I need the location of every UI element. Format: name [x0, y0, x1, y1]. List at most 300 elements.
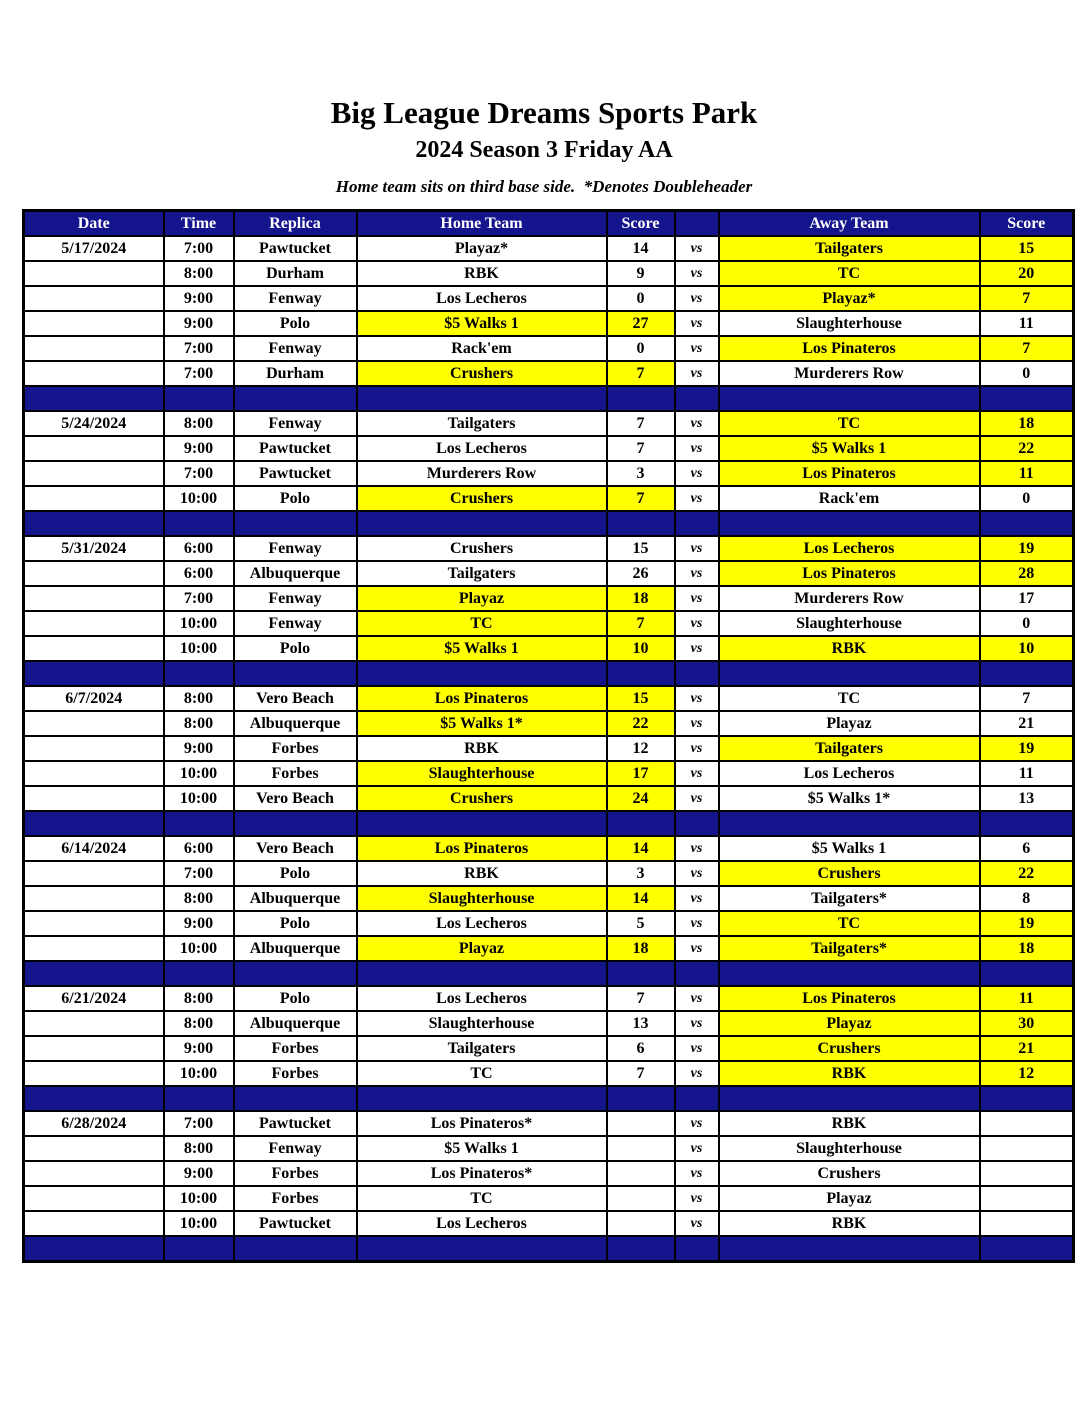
home-team-cell: Crushers	[357, 486, 607, 511]
away-score-cell	[980, 1136, 1074, 1161]
replica-cell: Fenway	[234, 336, 357, 361]
game-row	[24, 711, 1074, 736]
spacer-cell	[980, 961, 1074, 986]
home-team-cell: Playaz*	[357, 236, 607, 261]
away-team-cell: TC	[719, 411, 980, 436]
spacer-cell	[357, 1086, 607, 1111]
replica-cell: Forbes	[234, 761, 357, 786]
spacer-cell	[607, 661, 675, 686]
date-cell	[24, 1011, 164, 1036]
away-score-cell: 7	[980, 286, 1074, 311]
away-score-cell: 15	[980, 236, 1074, 261]
time-cell: 6:00	[164, 561, 234, 586]
spacer-cell	[357, 511, 607, 536]
date-cell	[24, 1061, 164, 1086]
spacer-cell	[675, 386, 719, 411]
away-team-cell: RBK	[719, 1061, 980, 1086]
away-score-cell: 19	[980, 536, 1074, 561]
home-score-cell: 18	[607, 936, 675, 961]
spacer-cell	[980, 661, 1074, 686]
away-score-cell: 6	[980, 836, 1074, 861]
away-team-cell: Los Pinateros	[719, 561, 980, 586]
spacer-cell	[24, 1086, 164, 1111]
spacer-cell	[234, 961, 357, 986]
vs-cell: vs	[675, 586, 719, 611]
spacer-cell	[24, 1236, 164, 1262]
spacer-cell	[980, 511, 1074, 536]
replica-cell: Pawtucket	[234, 436, 357, 461]
vs-cell: vs	[675, 336, 719, 361]
date-cell	[24, 586, 164, 611]
away-score-cell	[980, 1111, 1074, 1136]
vs-cell: vs	[675, 361, 719, 386]
home-team-cell: Los Lecheros	[357, 986, 607, 1011]
header-row	[24, 211, 1074, 237]
away-team-cell: Tailgaters	[719, 236, 980, 261]
time-cell: 8:00	[164, 986, 234, 1011]
game-row	[24, 436, 1074, 461]
vs-cell: vs	[675, 686, 719, 711]
home-team-cell: Los Lecheros	[357, 911, 607, 936]
date-cell	[24, 636, 164, 661]
home-team-cell: Crushers	[357, 786, 607, 811]
home-team-cell: Playaz	[357, 936, 607, 961]
home-team-cell: Rack'em	[357, 336, 607, 361]
game-row	[24, 286, 1074, 311]
away-score-cell: 17	[980, 586, 1074, 611]
home-team-cell: Tailgaters	[357, 561, 607, 586]
time-cell: 7:00	[164, 336, 234, 361]
replica-cell: Polo	[234, 911, 357, 936]
home-team-cell: Crushers	[357, 361, 607, 386]
vs-cell: vs	[675, 561, 719, 586]
vs-cell: vs	[675, 1036, 719, 1061]
vs-cell: vs	[675, 886, 719, 911]
away-score-cell: 18	[980, 411, 1074, 436]
home-score-cell: 22	[607, 711, 675, 736]
away-score-cell: 11	[980, 311, 1074, 336]
header-home-team: Home Team	[357, 211, 607, 237]
game-row	[24, 336, 1074, 361]
home-score-cell: 14	[607, 236, 675, 261]
date-cell	[24, 611, 164, 636]
spacer-cell	[719, 961, 980, 986]
game-row	[24, 586, 1074, 611]
date-cell	[24, 736, 164, 761]
away-team-cell: RBK	[719, 636, 980, 661]
time-cell: 10:00	[164, 1186, 234, 1211]
date-cell	[24, 561, 164, 586]
away-score-cell: 7	[980, 336, 1074, 361]
away-team-cell: Slaughterhouse	[719, 1136, 980, 1161]
away-team-cell: Murderers Row	[719, 361, 980, 386]
spacer-cell	[980, 811, 1074, 836]
vs-cell: vs	[675, 1061, 719, 1086]
spacer-cell	[357, 661, 607, 686]
game-row	[24, 1036, 1074, 1061]
home-score-cell: 5	[607, 911, 675, 936]
vs-cell: vs	[675, 611, 719, 636]
home-score-cell	[607, 1111, 675, 1136]
away-score-cell: 18	[980, 936, 1074, 961]
replica-cell: Polo	[234, 861, 357, 886]
time-cell: 9:00	[164, 436, 234, 461]
away-score-cell: 12	[980, 1061, 1074, 1086]
game-row	[24, 1211, 1074, 1236]
game-row	[24, 536, 1074, 561]
away-team-cell: Playaz	[719, 1186, 980, 1211]
schedule-table-body	[24, 236, 1074, 1262]
away-team-cell: TC	[719, 911, 980, 936]
away-score-cell: 11	[980, 986, 1074, 1011]
time-cell: 10:00	[164, 936, 234, 961]
home-team-cell: Slaughterhouse	[357, 1011, 607, 1036]
home-score-cell: 13	[607, 1011, 675, 1036]
spacer-cell	[234, 1086, 357, 1111]
away-team-cell: Los Pinateros	[719, 986, 980, 1011]
replica-cell: Durham	[234, 361, 357, 386]
home-team-cell: RBK	[357, 861, 607, 886]
time-cell: 8:00	[164, 411, 234, 436]
away-team-cell: $5 Walks 1*	[719, 786, 980, 811]
home-team-cell: TC	[357, 611, 607, 636]
spacer-cell	[719, 811, 980, 836]
spacer-cell	[719, 661, 980, 686]
date-cell	[24, 1161, 164, 1186]
home-score-cell: 10	[607, 636, 675, 661]
away-score-cell	[980, 1186, 1074, 1211]
home-team-cell: RBK	[357, 736, 607, 761]
home-team-cell: $5 Walks 1*	[357, 711, 607, 736]
replica-cell: Forbes	[234, 1186, 357, 1211]
spacer-cell	[24, 961, 164, 986]
home-team-cell: Los Pinateros	[357, 836, 607, 861]
home-team-cell: Tailgaters	[357, 411, 607, 436]
date-cell	[24, 361, 164, 386]
header-away-score: Score	[980, 211, 1074, 237]
vs-cell: vs	[675, 836, 719, 861]
time-cell: 8:00	[164, 711, 234, 736]
away-score-cell	[980, 1211, 1074, 1236]
away-score-cell: 21	[980, 1036, 1074, 1061]
time-cell: 7:00	[164, 586, 234, 611]
date-cell	[24, 861, 164, 886]
spacer-cell	[24, 386, 164, 411]
vs-cell: vs	[675, 711, 719, 736]
vs-cell: vs	[675, 411, 719, 436]
replica-cell: Durham	[234, 261, 357, 286]
spacer-cell	[675, 511, 719, 536]
away-score-cell: 10	[980, 636, 1074, 661]
away-team-cell: TC	[719, 261, 980, 286]
spacer-cell	[719, 386, 980, 411]
away-team-cell: Rack'em	[719, 486, 980, 511]
spacer-cell	[24, 811, 164, 836]
away-team-cell: Los Lecheros	[719, 761, 980, 786]
time-cell: 7:00	[164, 236, 234, 261]
spacer-cell	[675, 1236, 719, 1262]
home-score-cell: 24	[607, 786, 675, 811]
away-team-cell: Los Pinateros	[719, 461, 980, 486]
date-cell	[24, 486, 164, 511]
away-team-cell: Tailgaters*	[719, 936, 980, 961]
away-team-cell: Murderers Row	[719, 586, 980, 611]
vs-cell: vs	[675, 736, 719, 761]
home-score-cell: 0	[607, 336, 675, 361]
vs-cell: vs	[675, 911, 719, 936]
away-score-cell	[980, 1161, 1074, 1186]
spacer-row	[24, 661, 1074, 686]
away-score-cell: 0	[980, 361, 1074, 386]
away-team-cell: Slaughterhouse	[719, 311, 980, 336]
time-cell: 9:00	[164, 1036, 234, 1061]
home-team-cell: Slaughterhouse	[357, 761, 607, 786]
header-home-score: Score	[607, 211, 675, 237]
home-team-cell: Los Pinateros*	[357, 1161, 607, 1186]
replica-cell: Forbes	[234, 1061, 357, 1086]
time-cell: 7:00	[164, 1111, 234, 1136]
spacer-cell	[675, 811, 719, 836]
home-score-cell: 3	[607, 861, 675, 886]
away-team-cell: Crushers	[719, 1036, 980, 1061]
home-score-cell	[607, 1136, 675, 1161]
vs-cell: vs	[675, 1186, 719, 1211]
date-cell	[24, 436, 164, 461]
game-row	[24, 461, 1074, 486]
game-row	[24, 611, 1074, 636]
date-cell	[24, 911, 164, 936]
game-row	[24, 1011, 1074, 1036]
game-row	[24, 311, 1074, 336]
time-cell: 10:00	[164, 486, 234, 511]
replica-cell: Polo	[234, 986, 357, 1011]
home-team-cell: Los Lecheros	[357, 286, 607, 311]
date-cell	[24, 786, 164, 811]
replica-cell: Albuquerque	[234, 936, 357, 961]
time-cell: 7:00	[164, 461, 234, 486]
date-cell	[24, 286, 164, 311]
vs-cell: vs	[675, 461, 719, 486]
doubleheader-note: Home team sits on third base side. *Denotes Doubleheader	[335, 177, 753, 196]
home-score-cell: 26	[607, 561, 675, 586]
spacer-cell	[234, 661, 357, 686]
time-cell: 7:00	[164, 361, 234, 386]
home-score-cell: 3	[607, 461, 675, 486]
spacer-cell	[607, 386, 675, 411]
vs-cell: vs	[675, 1136, 719, 1161]
time-cell: 10:00	[164, 761, 234, 786]
page-subtitle: 2024 Season 3 Friday AA	[415, 137, 673, 163]
spacer-cell	[607, 511, 675, 536]
home-score-cell: 15	[607, 686, 675, 711]
spacer-cell	[719, 511, 980, 536]
game-row	[24, 736, 1074, 761]
date-cell	[24, 761, 164, 786]
home-score-cell: 15	[607, 536, 675, 561]
time-cell: 7:00	[164, 861, 234, 886]
home-team-cell: Murderers Row	[357, 461, 607, 486]
home-score-cell: 7	[607, 436, 675, 461]
home-team-cell: Slaughterhouse	[357, 886, 607, 911]
replica-cell: Vero Beach	[234, 686, 357, 711]
home-score-cell	[607, 1211, 675, 1236]
vs-cell: vs	[675, 1111, 719, 1136]
home-score-cell: 7	[607, 611, 675, 636]
spacer-cell	[357, 961, 607, 986]
time-cell: 6:00	[164, 836, 234, 861]
home-score-cell: 7	[607, 1061, 675, 1086]
spacer-cell	[164, 961, 234, 986]
spacer-cell	[234, 386, 357, 411]
home-score-cell: 9	[607, 261, 675, 286]
vs-cell: vs	[675, 311, 719, 336]
time-cell: 10:00	[164, 611, 234, 636]
vs-cell: vs	[675, 536, 719, 561]
replica-cell: Pawtucket	[234, 236, 357, 261]
vs-cell: vs	[675, 486, 719, 511]
vs-cell: vs	[675, 436, 719, 461]
away-team-cell: Playaz	[719, 1011, 980, 1036]
time-cell: 8:00	[164, 1011, 234, 1036]
header-time: Time	[164, 211, 234, 237]
away-team-cell: Tailgaters	[719, 736, 980, 761]
away-team-cell: RBK	[719, 1211, 980, 1236]
date-cell	[24, 1036, 164, 1061]
replica-cell: Forbes	[234, 1161, 357, 1186]
spacer-cell	[980, 386, 1074, 411]
vs-cell: vs	[675, 286, 719, 311]
away-team-cell: Crushers	[719, 1161, 980, 1186]
game-row	[24, 936, 1074, 961]
spacer-cell	[357, 386, 607, 411]
time-cell: 10:00	[164, 636, 234, 661]
spacer-cell	[719, 1236, 980, 1262]
spacer-row	[24, 1086, 1074, 1111]
home-team-cell: Los Lecheros	[357, 436, 607, 461]
home-team-cell: Tailgaters	[357, 1036, 607, 1061]
game-row	[24, 686, 1074, 711]
spacer-cell	[164, 811, 234, 836]
spacer-cell	[164, 511, 234, 536]
away-team-cell: RBK	[719, 1111, 980, 1136]
home-score-cell: 18	[607, 586, 675, 611]
game-row	[24, 1111, 1074, 1136]
game-row	[24, 1136, 1074, 1161]
vs-cell: vs	[675, 261, 719, 286]
time-cell: 6:00	[164, 536, 234, 561]
game-row	[24, 836, 1074, 861]
schedule-table	[22, 209, 1075, 1263]
away-team-cell: Slaughterhouse	[719, 611, 980, 636]
game-row	[24, 1161, 1074, 1186]
away-score-cell: 30	[980, 1011, 1074, 1036]
replica-cell: Forbes	[234, 1036, 357, 1061]
game-row	[24, 861, 1074, 886]
spacer-cell	[607, 1086, 675, 1111]
away-team-cell: Playaz*	[719, 286, 980, 311]
home-score-cell: 0	[607, 286, 675, 311]
home-score-cell: 17	[607, 761, 675, 786]
away-score-cell: 21	[980, 711, 1074, 736]
game-row	[24, 1061, 1074, 1086]
date-cell	[24, 336, 164, 361]
spacer-row	[24, 386, 1074, 411]
replica-cell: Pawtucket	[234, 1211, 357, 1236]
replica-cell: Fenway	[234, 586, 357, 611]
away-team-cell: Playaz	[719, 711, 980, 736]
replica-cell: Fenway	[234, 286, 357, 311]
spacer-cell	[164, 386, 234, 411]
spacer-cell	[234, 511, 357, 536]
away-team-cell: $5 Walks 1	[719, 836, 980, 861]
away-score-cell: 8	[980, 886, 1074, 911]
home-team-cell: RBK	[357, 261, 607, 286]
time-cell: 8:00	[164, 1136, 234, 1161]
replica-cell: Polo	[234, 486, 357, 511]
vs-cell: vs	[675, 636, 719, 661]
home-score-cell: 7	[607, 411, 675, 436]
schedule-table-header	[24, 211, 1074, 237]
vs-cell: vs	[675, 1211, 719, 1236]
game-row	[24, 761, 1074, 786]
home-team-cell: $5 Walks 1	[357, 311, 607, 336]
away-score-cell: 28	[980, 561, 1074, 586]
home-score-cell: 7	[607, 486, 675, 511]
replica-cell: Fenway	[234, 611, 357, 636]
time-cell: 8:00	[164, 686, 234, 711]
home-team-cell: TC	[357, 1061, 607, 1086]
spacer-cell	[164, 1236, 234, 1262]
time-cell: 9:00	[164, 911, 234, 936]
home-team-cell: Crushers	[357, 536, 607, 561]
away-team-cell: Los Lecheros	[719, 536, 980, 561]
replica-cell: Pawtucket	[234, 1111, 357, 1136]
vs-cell: vs	[675, 1161, 719, 1186]
spacer-cell	[607, 961, 675, 986]
replica-cell: Albuquerque	[234, 561, 357, 586]
header-replica: Replica	[234, 211, 357, 237]
time-cell: 10:00	[164, 786, 234, 811]
game-row	[24, 236, 1074, 261]
time-cell: 8:00	[164, 261, 234, 286]
game-row	[24, 411, 1074, 436]
spacer-cell	[719, 1086, 980, 1111]
vs-cell: vs	[675, 786, 719, 811]
home-team-cell: Playaz	[357, 586, 607, 611]
spacer-row	[24, 1236, 1074, 1262]
game-row	[24, 486, 1074, 511]
game-row	[24, 361, 1074, 386]
away-score-cell: 0	[980, 611, 1074, 636]
game-row	[24, 1186, 1074, 1211]
vs-cell: vs	[675, 986, 719, 1011]
game-row	[24, 786, 1074, 811]
date-cell	[24, 886, 164, 911]
date-cell	[24, 261, 164, 286]
time-cell: 9:00	[164, 311, 234, 336]
date-cell: 6/28/2024	[24, 1111, 164, 1136]
away-team-cell: Tailgaters*	[719, 886, 980, 911]
game-row	[24, 886, 1074, 911]
time-cell: 8:00	[164, 886, 234, 911]
home-score-cell: 14	[607, 886, 675, 911]
away-team-cell: TC	[719, 686, 980, 711]
vs-cell: vs	[675, 761, 719, 786]
replica-cell: Vero Beach	[234, 786, 357, 811]
date-cell: 5/17/2024	[24, 236, 164, 261]
replica-cell: Fenway	[234, 411, 357, 436]
home-score-cell: 12	[607, 736, 675, 761]
